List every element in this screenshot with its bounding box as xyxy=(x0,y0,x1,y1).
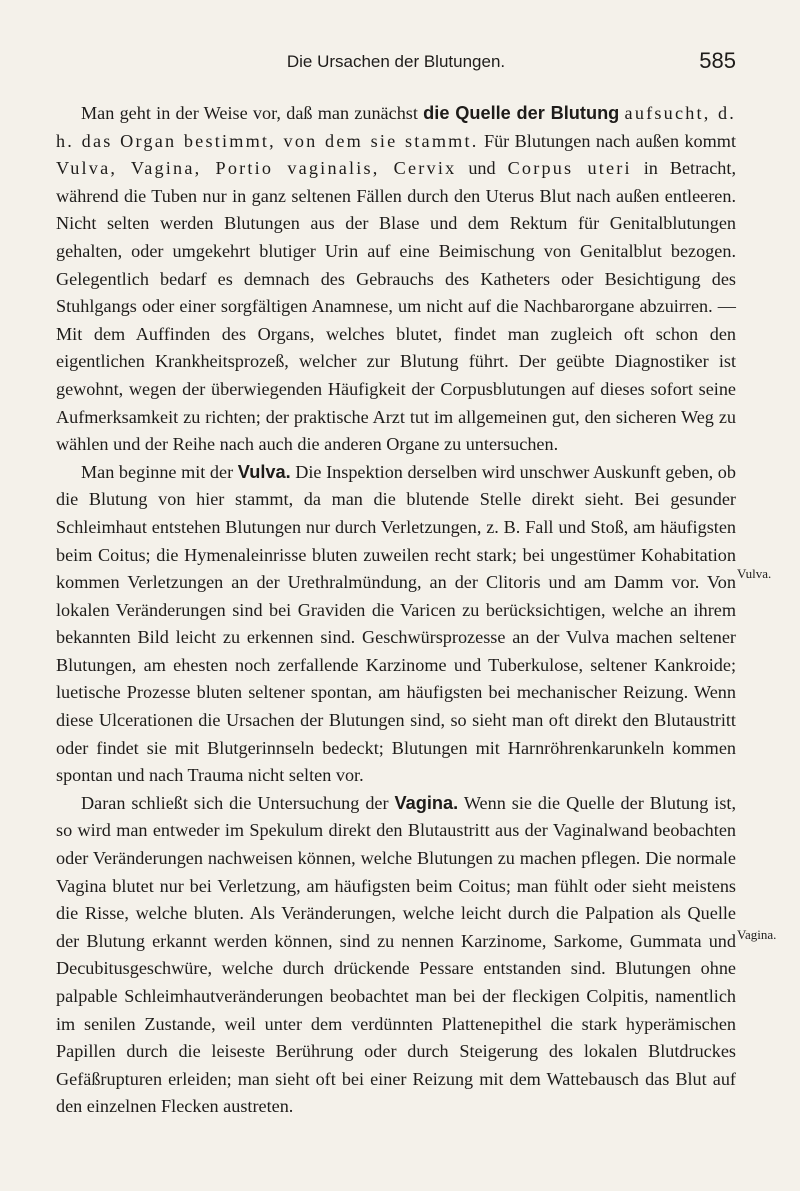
paragraph-quelle: Man geht in der Weise vor, daß man zunächst die Quelle der Blutung aufsucht, d. h. das Organ bestimmt, von dem sie stammt. Für Blutungen nach außen kommt Vulva, Vagina, Portio vaginalis, Cervix und Corpus uteri in Betracht, während die Tuben nur in ganz seltenen Fällen durch den Uterus Blut nach außen entleeren. Nicht selten werden Blutungen aus der Blase und dem Rektum für Genitalblutungen gehalten, oder umgekehrt blutiger Urin auf eine Beimischung von Genitalblut bezogen. Gelegentlich bedarf es demnach des Gebrauchs des Katheters oder Besichtigung des Stuhlgangs oder einer sorgfältigen Anamnese, um nicht auf die Nachbarorgane abzuirren. — Mit dem Auffinden des Organs, welches blutet, findet man zugleich oft schon den eigentlichen Krankheitsprozeß, welcher zur Blutung führt. Der geübte Diagnostiker ist gewohnt, wegen der überwiegenden Häufigkeit der Corpusblutungen auf dieses sofort seine Aufmerksamkeit zu richten; der praktische Arzt tut im allgemeinen gut, den sicheren Weg zu wählen und der Reihe nach auch die anderen Organe zu untersuchen. xyxy=(56,103,737,455)
spaced-corpus: Corpus uteri xyxy=(507,158,632,179)
running-title: Die Ursachen der Blutungen. xyxy=(286,52,506,71)
heading-vulva: Vulva. xyxy=(237,461,291,482)
body-text xyxy=(56,100,736,1121)
margin-note-vulva: Vulva. xyxy=(737,566,772,581)
page-header xyxy=(56,48,736,78)
spaced-emphasis: aufsucht, d. h. das Organ bestimmt, von dem sie stammt. xyxy=(56,103,736,151)
margin-note-vagina: Vagina. xyxy=(737,927,777,942)
emphasis-quelle: die Quelle der Blutung xyxy=(423,103,620,123)
spaced-organs: Vulva, Vagina, Portio vaginalis, Cervix xyxy=(56,158,457,179)
heading-vagina: Vagina. xyxy=(394,792,459,813)
paragraph-vulva: Man beginne mit der Vulva. Die Inspektion derselben wird unschwer Auskunft geben, ob die Blutung von hier stammt, da man die blutende Stelle direkt sieht. Bei gesunder Schleimhaut entstehen Blutungen nur durch Verletzungen, z. B. Fall und Stoß, am häufigsten beim Coitus; die Hymenaleinrisse bluten zuweilen recht stark; bei ungestümer Kohabitation kommen Verletzungen an der Urethralmündung, an der Clitoris und am Damm vor. Von lokalen Veränderungen sind bei Graviden die Varicen zu berücksichtigen, welche an ihrem bekannten Bild leicht zu erkennen sind. Geschwürsprozesse an der Vulva machen seltener Blutungen, am ehesten noch zerfallende Karzinome und Tuberkulose, seltener Kankroide; luetische Prozesse bluten seltener spontan, am häufigsten bei mechanischer Reizung. Wenn diese Ulcerationen die Ursachen der Blutungen sind, so sieht man oft direkt den Blutaustritt oder findet sie mit Blutgerinnseln bedeckt; Blutungen mit Harnröhrenkarunkeln kommen spontan und nach Trauma nicht selten vor. xyxy=(56,461,736,786)
page-number: 585 xyxy=(699,48,736,73)
paragraph-vagina: Daran schließt sich die Untersuchung der Vagina. Wenn sie die Quelle der Blutung ist, so wird man entweder im Spekulum direkt den Blutaustritt aus der Vaginalwand beobachten oder Veränderungen nachweisen können, welche Blutungen zu machen pflegen. Die normale Vagina blutet nur bei Verletzung, am häufigsten beim Coitus; man fühlt oder sieht meistens die Risse, welche bluten. Als Veränderungen, welche leicht durch die Palpation als Quelle der Blutung erkannt werden können, sind zu nennen Karzinome, Sarkome, Gummata und Decubitusgeschwüre, welche durch drückende Pessare entstanden sind. Blutungen ohne palpable Schleimhautveränderungen beobachtet man bei der fleckigen Colpitis, namentlich im senilen Zustande, weil unter dem verdünnten Plattenepithel die stark hyperämischen Papillen durch die leiseste Berührung oder durch Steigerung des lokalen Blutdruckes Gefäßrupturen erleiden; man sieht oft bei einer Reizung mit dem Wattebausch das Blut auf den einzelnen Flecken austreten. xyxy=(56,792,736,1117)
